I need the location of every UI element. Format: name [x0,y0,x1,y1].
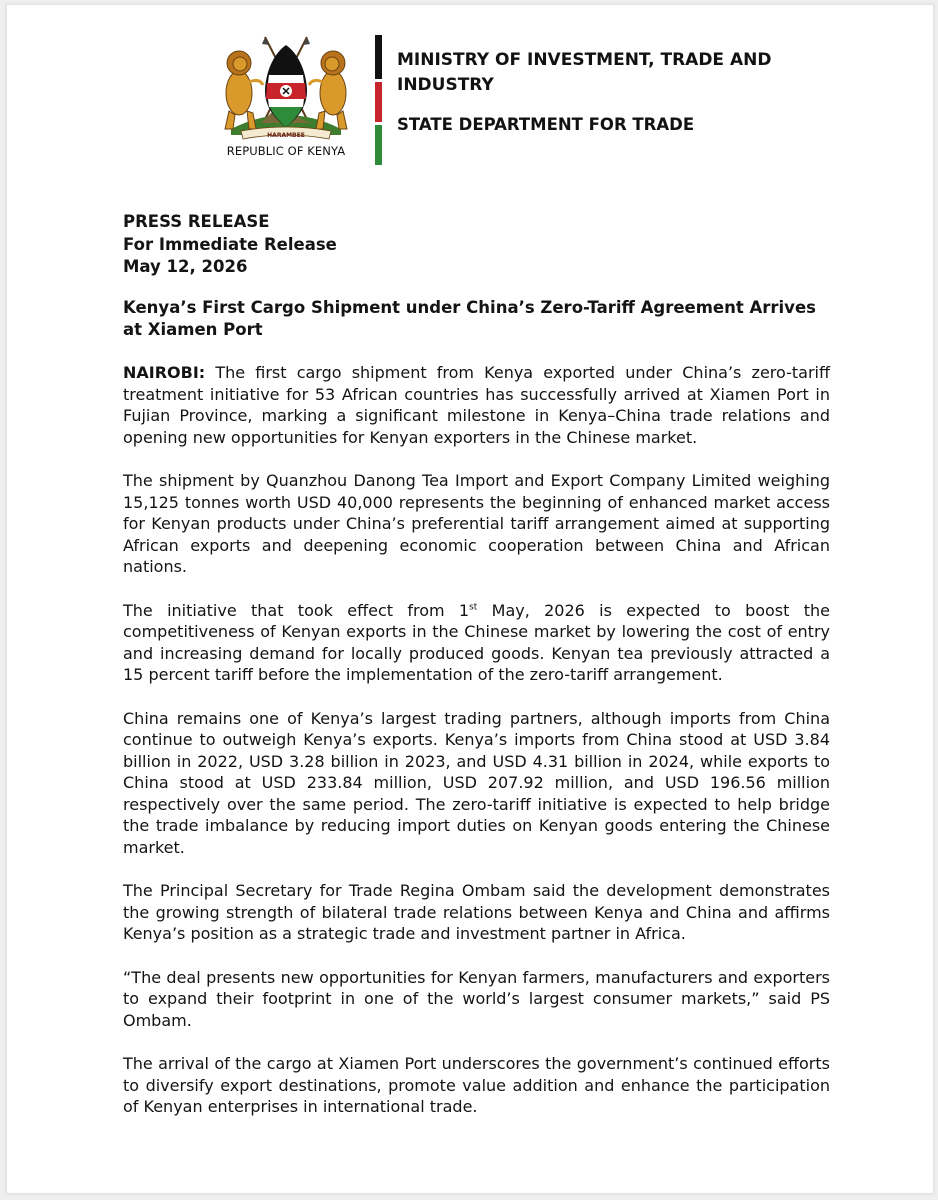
release-info [123,211,337,279]
paragraph-1-text: The first cargo shipment from Kenya exported under China’s zero-tariff treatment initiative for 53 African countries has successfully arrived at Xiamen Port in Fujian Province, marking a significant milestone in Kenya–China trade relations and opening new opportunities for Kenyan exporters in the Chinese market. [123,363,830,447]
crest-caption: REPUBLIC OF KENYA [226,144,346,158]
headline: Kenya’s First Cargo Shipment under China’s Zero-Tariff Agreement Arrives at Xiamen Port [123,298,816,339]
paragraph-3 [123,600,830,686]
crest-motto: HARAMBEE [267,132,305,139]
paragraph-6-quote: “The deal presents new opportunities for Kenyan farmers, manufacturers and exporters to expand their footprint in one of the world’s largest consumer markets,” said PS Ombam. [123,967,830,1030]
paragraph-1 [123,362,830,448]
coat-of-arms [211,31,361,169]
paragraph-2: The shipment by Quanzhou Danong Tea Import and Export Company Limited weighing 15,125 tonnes worth USD 40,000 represents the beginning of enhanced market access for Kenyan products under China’s preferential tariff arrangement aimed at supporting African exports and deepening economic cooperation between China and African nations. [123,470,830,577]
release-timing: For Immediate Release [123,234,337,254]
release-type: PRESS RELEASE [123,212,270,231]
flag-bar-black [375,35,382,79]
dateline: NAIROBI: [123,363,206,382]
paragraph-3-text-a: The initiative that took effect from 1 [123,600,470,620]
paragraph-3-text-b: May, 2026 is expected to boost the competitiveness of Kenyan exports in the Chinese market by lowering the cost of entry and increasing demand for locally produced goods. Kenyan tea previously attracted a 15 percent tariff before the implementation of the zero-tariff arrangement. [123,600,831,685]
document-page [6,4,934,1194]
press-release-body [123,362,830,1139]
flag-bar-green [375,125,382,165]
ministry-name: MINISTRY OF INVESTMENT, TRADE AND INDUSTRY [397,50,772,95]
paragraph-7: The arrival of the cargo at Xiamen Port underscores the government’s continued efforts to diversify export destinations, promote value addition and enhance the participation of Kenyan enterprises in international trade. [123,1054,830,1117]
coat-of-arms-emblem [211,31,361,143]
flag-color-bar [375,35,382,165]
flag-bar-red [375,82,382,122]
paragraph-5: The Principal Secretary for Trade Regina Ombam said the development demonstrates the growing strength of bilateral trade relations between Kenya and China and affirms Kenya’s position as a strategic trade and investment partner in Africa. [123,881,830,944]
ordinal-suffix: st [469,602,478,613]
release-date: May 12, 2026 [123,257,248,276]
department-name: STATE DEPARTMENT FOR TRADE [397,115,695,134]
paragraph-4: China remains one of Kenya’s largest trading partners, although imports from China continue to outweigh Kenya’s exports. Kenya’s imports from China stood at USD 3.84 billion in 2022, USD 3.28 billion in 2023, and USD 4.31 billion in 2024, while exports to China stood at USD 233.84 million, USD 207.92 million, and USD 196.56 million respectively over the same period. The zero-tariff initiative is expected to help bridge the trade imbalance by reducing import duties on Kenyan goods entering the Chinese market. [123,708,830,858]
